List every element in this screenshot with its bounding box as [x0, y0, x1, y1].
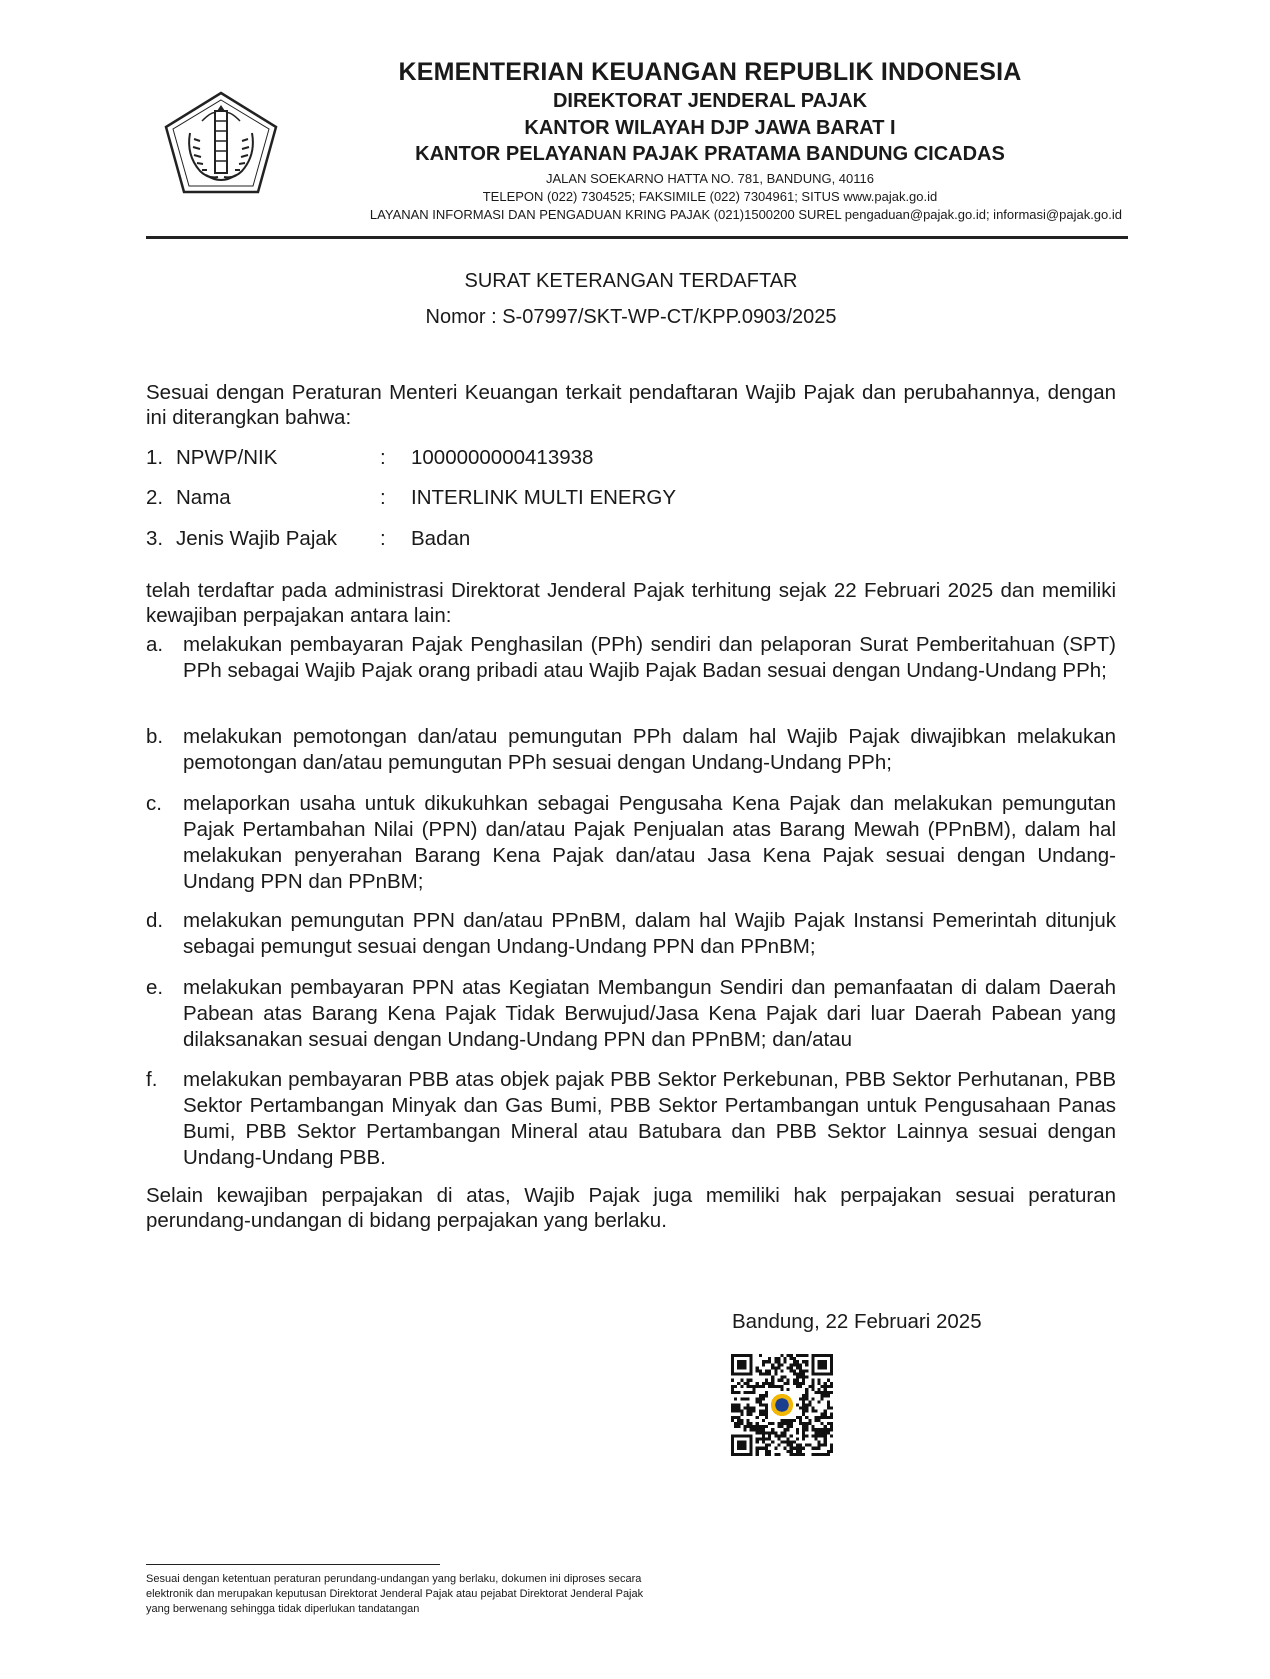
field-separator: :	[380, 486, 386, 509]
obligation-marker: b.	[146, 725, 164, 748]
obligation-marker: a.	[146, 633, 164, 656]
field-number: 3.	[146, 527, 164, 550]
directorate-name: DIREKTORAT JENDERAL PAJAK	[552, 90, 868, 112]
field-number: 1.	[146, 446, 164, 469]
intro-paragraph: Sesuai dengan Peraturan Menteri Keuangan terkait pendaftaran Wajib Pajak dan perubahannya, dengan ini diterangkan bahwa:	[146, 381, 1116, 429]
field-value: 1000000000413938	[411, 446, 594, 469]
letterhead-divider	[146, 236, 1128, 239]
obligation-marker: c.	[146, 792, 162, 815]
obligation-text: melakukan pembayaran Pajak Penghasilan (PPh) sendiri dan pelaporan Surat Pemberitahuan (SPT) PPh sebagai Wajib Pajak orang pribadi atau Wajib Pajak Badan sesuai dengan Undang-Undang PPh;	[183, 633, 1116, 682]
obligation-text: melakukan pembayaran PPN atas Kegiatan Membangun Sendiri dan pemanfaatan di dalam Daerah Pabean atas Barang Kena Pajak Tidak Berwujud/Jasa Kena Pajak dari luar Daerah Pabean yang dilaksanakan sesuai dengan Undang-Undang PPN dan PPnBM; dan/atau	[183, 976, 1116, 1051]
qr-code-icon	[731, 1354, 833, 1456]
field-npwp	[146, 446, 846, 472]
footnote-divider	[146, 1564, 440, 1565]
field-label: Jenis Wajib Pajak	[176, 527, 338, 550]
field-number: 2.	[146, 486, 164, 509]
ministry-name: KEMENTERIAN KEUANGAN REPUBLIK INDONESIA	[398, 58, 1022, 86]
closing-paragraph: Selain kewajiban perpajakan di atas, Wajib Pajak juga memiliki hak perpajakan sesuai peraturan perundang-undangan di bidang perpajakan yang berlaku.	[146, 1184, 1116, 1232]
obligation-marker: d.	[146, 909, 164, 932]
document-title: SURAT KETERANGAN TERDAFTAR	[464, 270, 798, 292]
field-name	[146, 486, 846, 512]
obligation-marker: f.	[146, 1068, 158, 1091]
field-value: INTERLINK MULTI ENERGY	[411, 486, 677, 509]
field-label: NPWP/NIK	[176, 446, 278, 469]
field-taxpayer-type	[146, 527, 846, 553]
place-date: Bandung, 22 Februari 2025	[732, 1310, 982, 1333]
kemenkeu-emblem-icon	[162, 91, 280, 195]
office-service-contact: LAYANAN INFORMASI DAN PENGADUAN KRING PAJAK (021)1500200 SUREL pengaduan@pajak.go.id; informasi@pajak.go.id	[369, 207, 1122, 222]
document-number: Nomor : S-07997/SKT-WP-CT/KPP.0903/2025	[425, 306, 837, 328]
obligation-text: melakukan pemungutan PPN dan/atau PPnBM, dalam hal Wajib Pajak Instansi Pemerintah ditunjuk sebagai pemungut sesuai dengan Undang-Undang PPN dan PPnBM;	[183, 909, 1116, 958]
obligation-text: melakukan pemotongan dan/atau pemungutan PPh dalam hal Wajib Pajak diwajibkan melakukan pemotongan dan/atau pemungutan PPh sesuai dengan Undang-Undang PPh;	[183, 725, 1116, 774]
obligation-text: melakukan pembayaran PBB atas objek pajak PBB Sektor Perkebunan, PBB Sektor Perhutanan, PBB Sektor Pertambangan Minyak dan Gas Bumi, PBB Sektor Pertambangan untuk Pengusahaan Panas Bumi, PBB Sektor Pertambangan Mineral atau Batubara dan PBB Sektor Lainnya sesuai dengan Undang-Undang PBB.	[183, 1068, 1116, 1169]
field-label: Nama	[176, 486, 231, 509]
obligation-text: melaporkan usaha untuk dikukuhkan sebagai Pengusaha Kena Pajak dan melakukan pemungutan Pajak Pertambahan Nilai (PPN) dan/atau Pajak Penjualan atas Barang Mewah (PPnBM), dalam hal melakukan penyerahan Barang Kena Pajak dan/atau Jasa Kena Pajak sesuai dengan Undang-Undang PPN dan PPnBM;	[183, 792, 1116, 893]
office-address: JALAN SOEKARNO HATTA NO. 781, BANDUNG, 40116	[546, 171, 874, 186]
field-separator: :	[380, 446, 386, 469]
tax-office-name: KANTOR PELAYANAN PAJAK PRATAMA BANDUNG CICADAS	[415, 143, 1005, 165]
regional-office-name: KANTOR WILAYAH DJP JAWA BARAT I	[524, 117, 896, 139]
field-separator: :	[380, 527, 386, 550]
registration-paragraph: telah terdaftar pada administrasi Direktorat Jenderal Pajak terhitung sejak 22 Februari 2025 dan memiliki kewajiban perpajakan antara lain:	[146, 579, 1116, 627]
office-phone: TELEPON (022) 7304525; FAKSIMILE (022) 7304961; SITUS www.pajak.go.id	[482, 189, 938, 204]
obligation-marker: e.	[146, 976, 164, 999]
field-value: Badan	[411, 527, 471, 550]
footnote: Sesuai dengan ketentuan peraturan perundang-undangan yang berlaku, dokumen ini diproses secara elektronik dan merupakan keputusan Direktorat Jenderal Pajak atau pejabat Direktorat Jenderal Pajak yang berwenang sehingga tidak diperlukan tandatangan	[146, 1573, 644, 1615]
